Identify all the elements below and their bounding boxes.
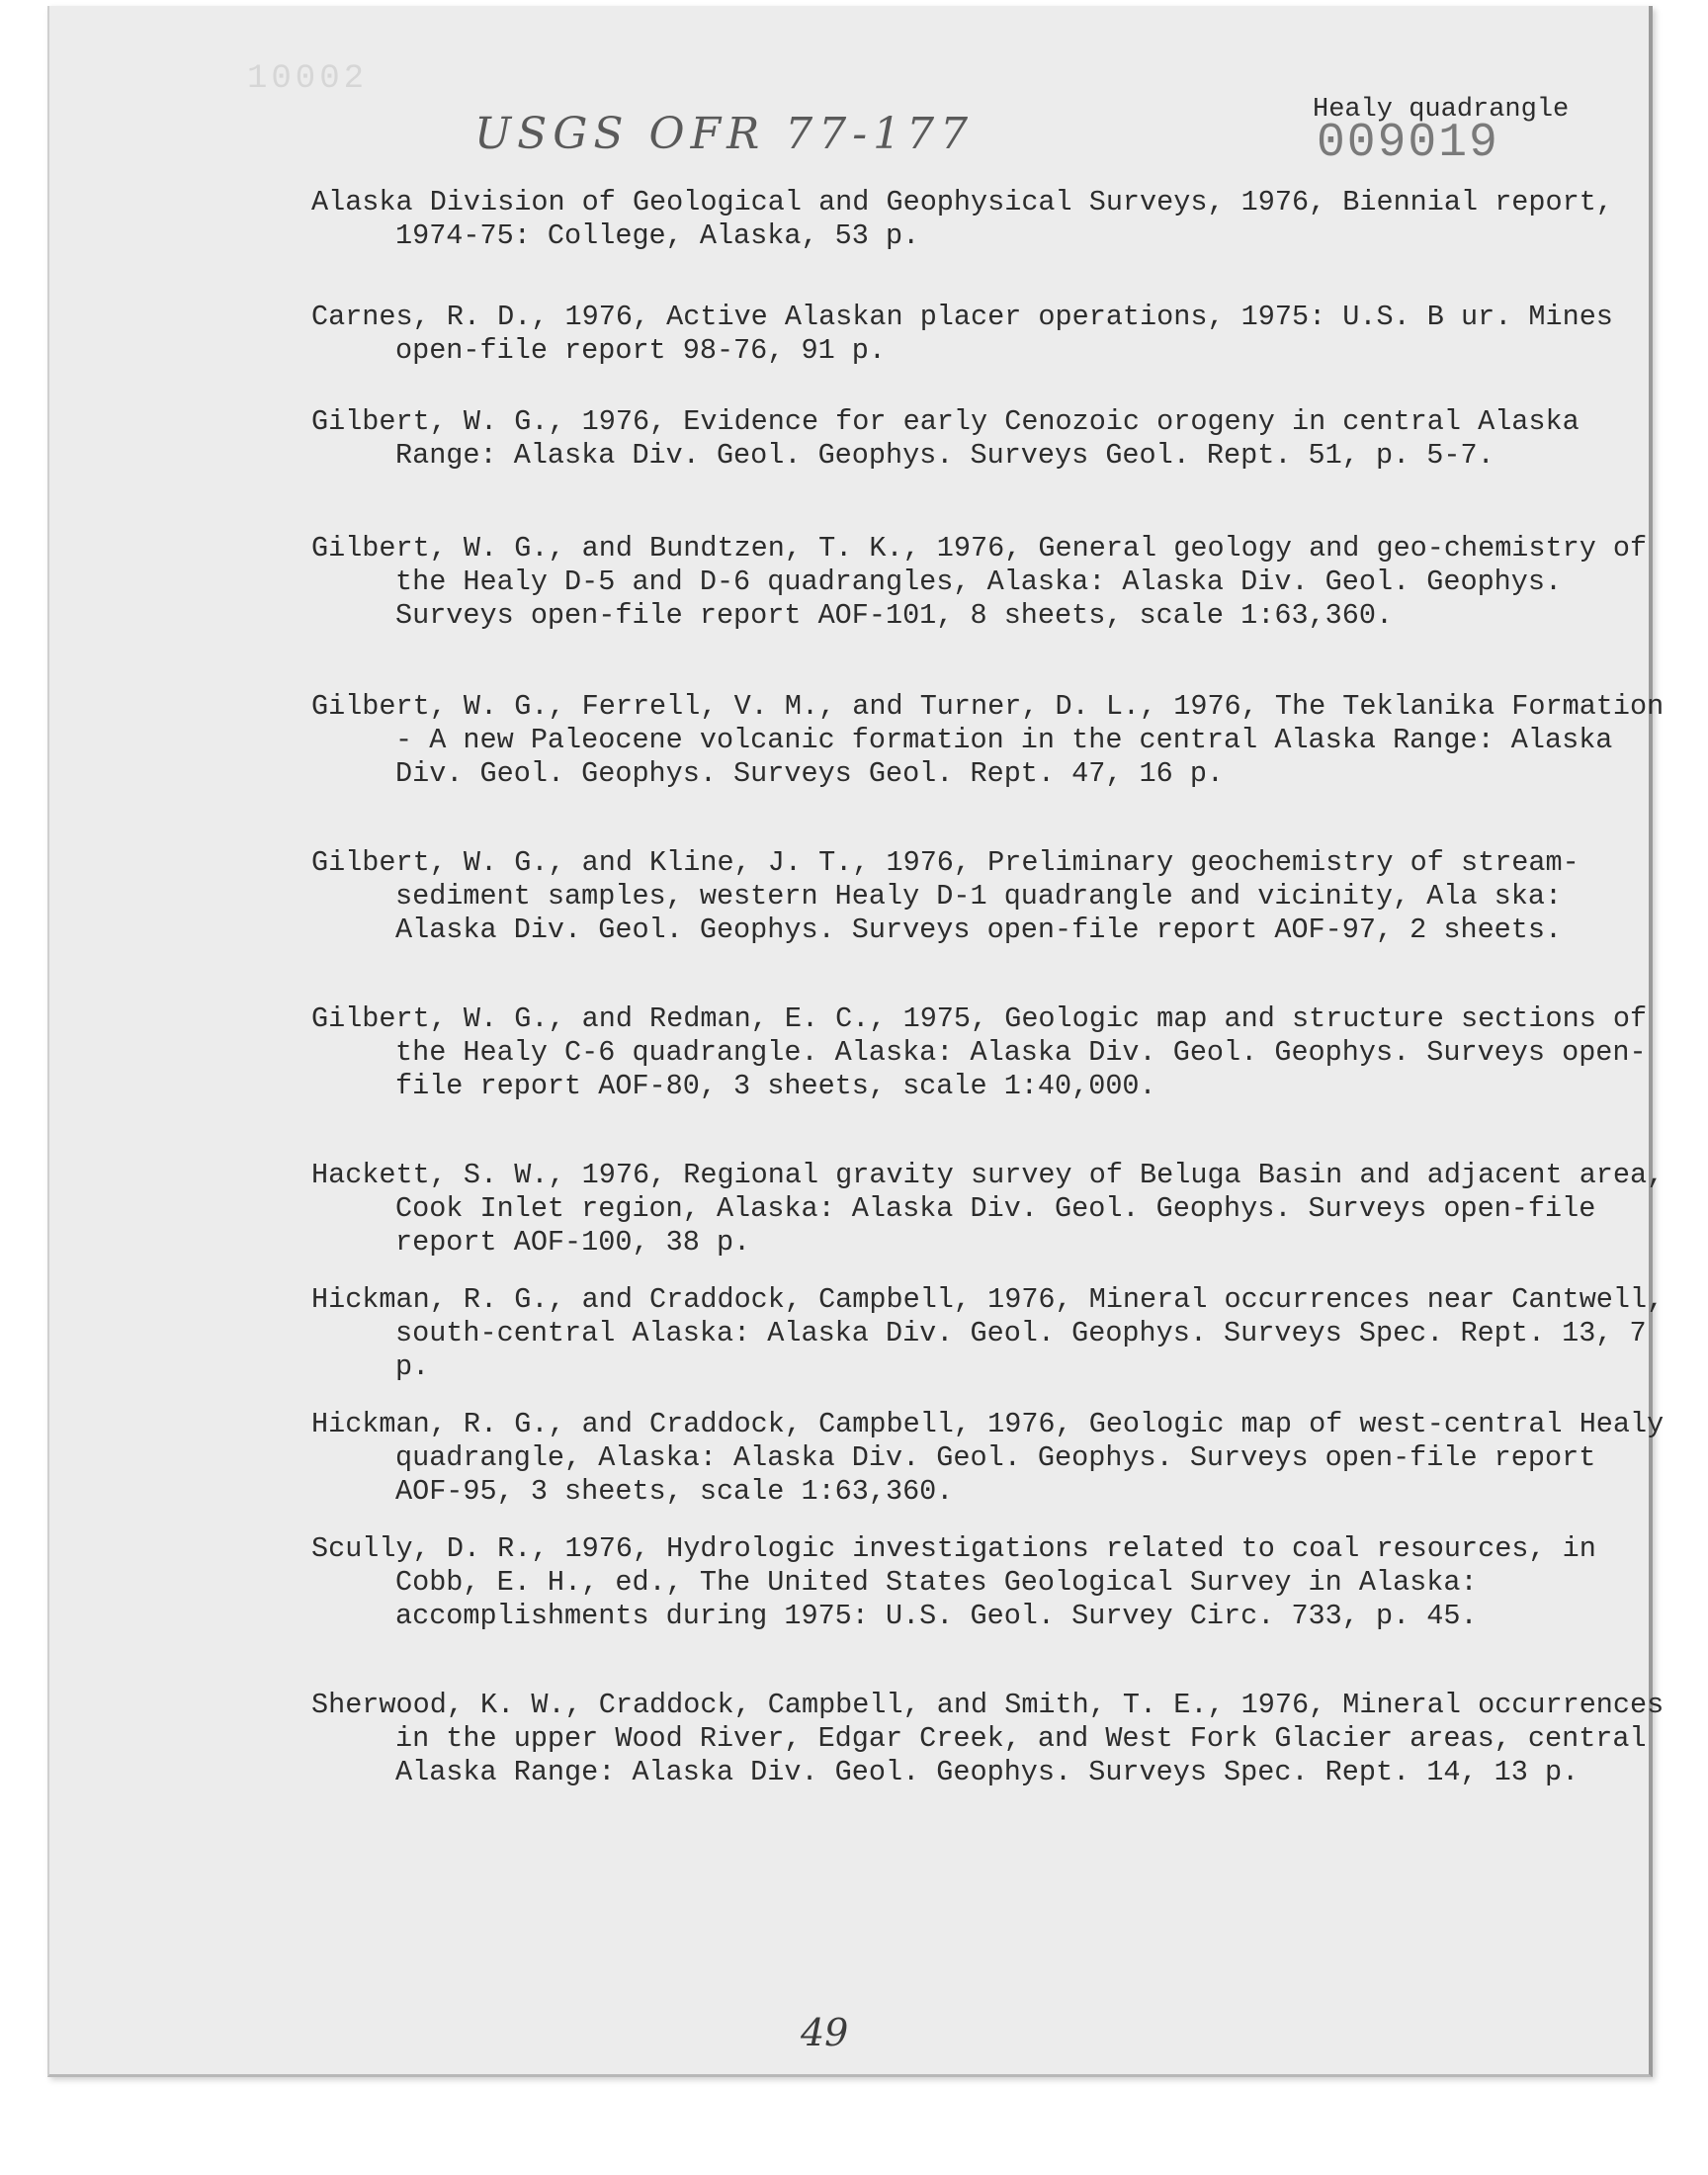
reference-entry: Sherwood, K. W., Craddock, Campbell, and Smith, T. E., 1976, Mineral occurrences in the upper Wood River, Edgar Creek, and West Fork Glacier areas, central Alaska Range: Alaska Div. Geol. Geophys. Surveys Spec. Rept. 14, 13 p. (311, 1689, 1665, 1788)
document-number-stamp: 009019 (1317, 117, 1499, 170)
quadrangle-label: Healy quadrangle (1313, 95, 1570, 125)
handwritten-report-note: USGS OFR 77-177 (474, 109, 975, 159)
reference-entry: Gilbert, W. G., 1976, Evidence for early Cenozoic orogeny in central Alaska Range: Alaska Div. Geol. Geophys. Surveys Geol. Rept. 51, p. 5-7. (311, 405, 1580, 472)
reference-entry: Gilbert, W. G., and Redman, E. C., 1975, Geologic map and structure sections of the Healy C-6 quadrangle. Alaska: Alaska Div. Geol. Geophys. Surveys open-file report AOF-80, 3 sheets, scale 1:40,000. (311, 1002, 1648, 1102)
faint-stamp-number: 10002 (247, 60, 369, 98)
reference-entry: Scully, D. R., 1976, Hydrologic investigations related to coal resources, in Cobb, E. H., ed., The United States Geological Survey in Alaska: accomplishments during 1975: U.S. Geol. Survey Circ. 733, p. 45. (311, 1532, 1596, 1632)
reference-entry: Gilbert, W. G., and Kline, J. T., 1976, Preliminary geochemistry of stream-sediment samples, western Healy D-1 quadrangle and vicinity, Ala ska: Alaska Div. Geol. Geophys. Surveys open-file report AOF-97, 2 sheets. (311, 846, 1580, 946)
reference-entry: Gilbert, W. G., and Bundtzen, T. K., 1976, General geology and geo-chemistry of the Healy D-5 and D-6 quadrangles, Alaska: Alaska Div. Geol. Geophys. Surveys open-file report AOF-101, 8 sheets, scale 1:63,360. (311, 532, 1648, 632)
reference-entry: Hickman, R. G., and Craddock, Campbell, 1976, Mineral occurrences near Cantwell, south-central Alaska: Alaska Div. Geol. Geophys. Surveys Spec. Rept. 13, 7 p. (311, 1283, 1665, 1383)
document-page (47, 6, 1665, 2077)
reference-entry: Hickman, R. G., and Craddock, Campbell, 1976, Geologic map of west-central Healy quadrangle, Alaska: Alaska Div. Geol. Geophys. Surveys open-file report AOF-95, 3 sheets, scale 1:63,360. (311, 1408, 1665, 1508)
reference-entry: Carnes, R. D., 1976, Active Alaskan placer operations, 1975: U.S. B ur. Mines open-file report 98-76, 91 p. (311, 301, 1613, 367)
reference-entry: Gilbert, W. G., Ferrell, V. M., and Turner, D. L., 1976, The Teklanika Formation - A new Paleocene volcanic formation in the central Alaska Range: Alaska Div. Geol. Geophys. Surveys Geol. Rept. 47, 16 p. (311, 690, 1665, 790)
reference-entry: Hackett, S. W., 1976, Regional gravity survey of Beluga Basin and adjacent area, Cook Inlet region, Alaska: Alaska Div. Geol. Geophys. Surveys open-file report AOF-100, 38 p. (311, 1159, 1665, 1259)
reference-entry: Alaska Division of Geological and Geophysical Surveys, 1976, Biennial report, 1974-75: College, Alaska, 53 p. (311, 186, 1613, 252)
page-number: 49 (801, 2011, 849, 2054)
